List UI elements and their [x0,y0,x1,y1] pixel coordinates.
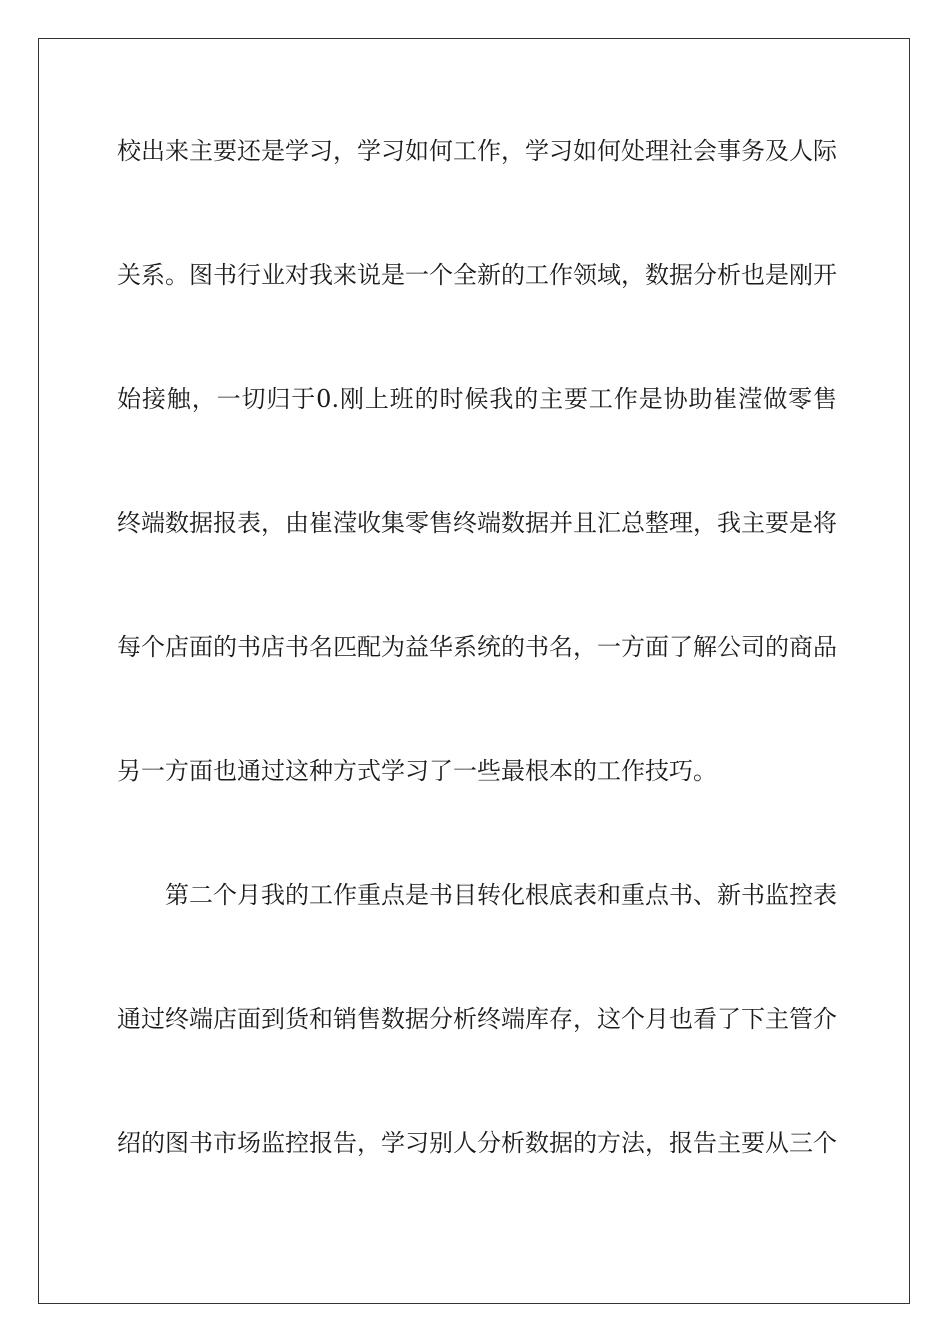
text-line: 校出来主要还是学习，学习如何工作，学习如何处理社会事务及人际 [117,137,837,165]
text-line: 始接触，一切归于0.刚上班的时候我的主要工作是协助崔滢做零售 [117,385,837,413]
text-line: 绍的图书市场监控报告，学习别人分析数据的方法，报告主要从三个 [117,1129,837,1157]
paragraph-first-line: 第二个月我的工作重点是书目转化根底表和重点书、新书监控表 [165,881,837,909]
text-line: 每个店面的书店书名匹配为益华系统的书名，一方面了解公司的商品 [117,633,837,661]
text-line: 终端数据报表，由崔滢收集零售终端数据并且汇总整理，我主要是将 [117,509,837,537]
text-line: 通过终端店面到货和销售数据分析终端库存，这个月也看了下主管介 [117,1005,837,1033]
text-line: 关系。图书行业对我来说是一个全新的工作领域，数据分析也是刚开 [117,261,837,289]
page-frame [38,38,910,1304]
text-line: 另一方面也通过这种方式学习了一些最根本的工作技巧。 [117,757,717,785]
